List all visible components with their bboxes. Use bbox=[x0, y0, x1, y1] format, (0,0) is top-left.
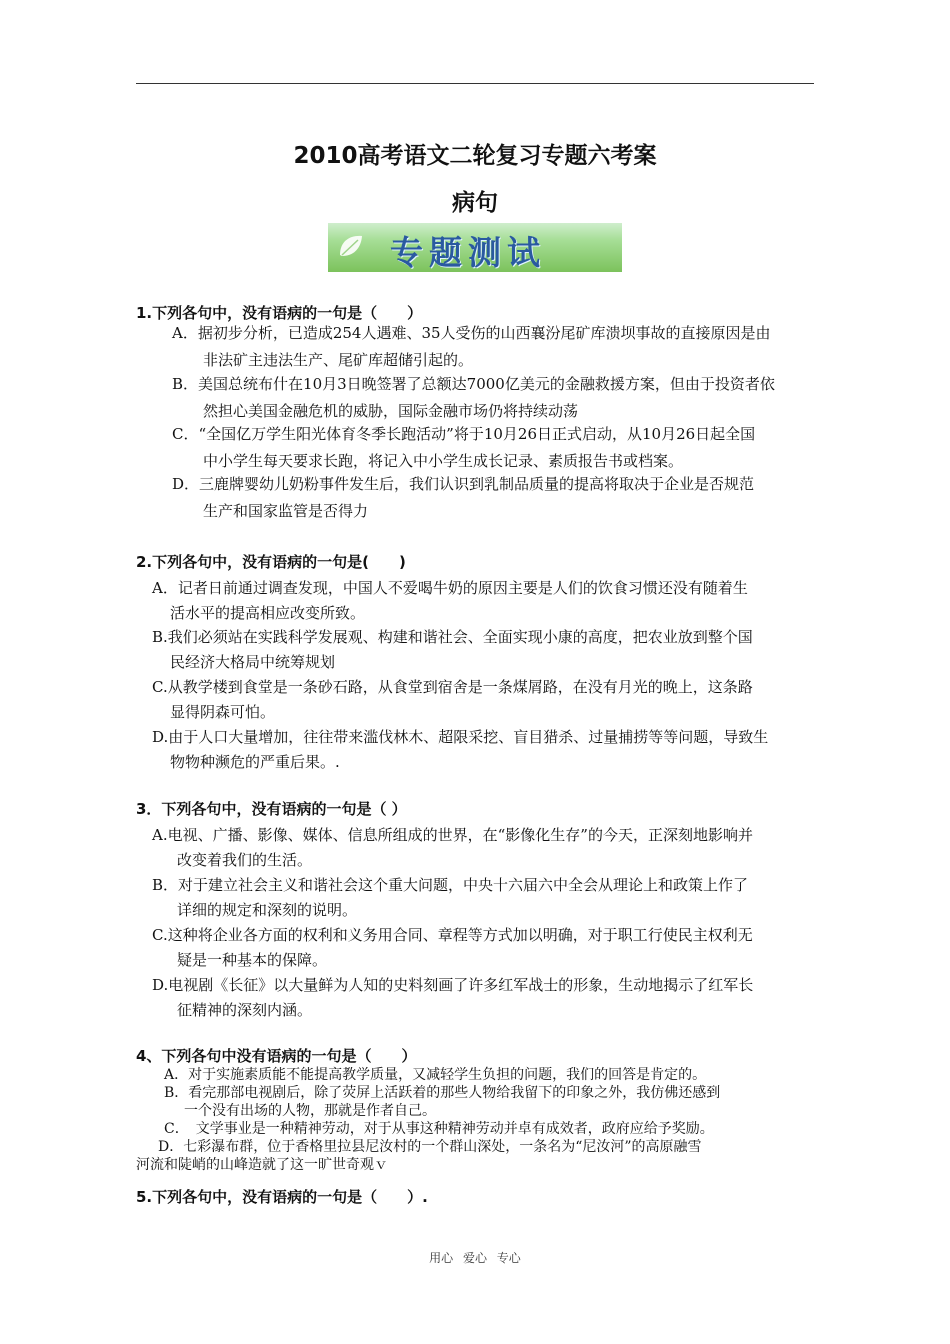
q3-option-d-line2: 征精神的深刻内涵。 bbox=[177, 1001, 313, 1019]
question-3-stem: 3．下列各句中，没有语病的一句是（ ） bbox=[136, 800, 407, 818]
q3-option-d-line1: D.电视剧《长征》以大量鲜为人知的史料刻画了许多红军战士的形象，生动地揭示了红军长 bbox=[152, 976, 754, 994]
q1-option-a-line2: 非法矿主违法生产、尾矿库超储引起的。 bbox=[203, 351, 474, 369]
header-rule bbox=[136, 83, 814, 84]
q1-option-d-line1: D．三鹿牌婴幼儿奶粉事件发生后，我们认识到乳制品质量的提高将取决于企业是否规范 bbox=[172, 475, 755, 493]
q1-option-b-line1: B．美国总统布什在10月3日晚签署了总额达7000亿美元的金融救援方案，但由于投资者依 bbox=[172, 375, 775, 393]
page-footer: 用心 爱心 专心 bbox=[429, 1251, 521, 1265]
q4-option-a-line1: A．对于实施素质能不能提高教学质量，又减轻学生负担的问题，我们的回答是肯定的。 bbox=[164, 1067, 707, 1083]
q2-option-c-line1: C.从教学楼到食堂是一条砂石路，从食堂到宿舍是一条煤屑路，在没有月光的晚上，这条路 bbox=[152, 678, 753, 696]
q1-option-d-line2: 生产和国家监管是否得力 bbox=[203, 502, 369, 520]
q3-option-a-line2: 改变着我们的生活。 bbox=[177, 851, 313, 869]
question-4-stem: 4、下列各句中没有语病的一句是（ ） bbox=[136, 1047, 417, 1065]
q2-option-d-line2: 物物种濒危的严重后果。. bbox=[170, 753, 340, 771]
q2-option-b-line1: B.我们必须站在实践科学发展观、构建和谐社会、全面实现小康的高度，把农业放到整个国 bbox=[152, 628, 753, 646]
q2-option-a-line2: 活水平的提高相应改变所致。 bbox=[170, 604, 366, 622]
q4-option-c-line1: C． 文学事业是一种精神劳动，对于从事这种精神劳动并卓有成效者，政府应给予奖励。 bbox=[164, 1121, 714, 1137]
question-2-stem: 2.下列各句中，没有语病的一句是( ) bbox=[136, 553, 406, 571]
q2-option-d-line1: D.由于人口大量增加，往往带来滥伐林木、超限采挖、盲目猎杀、过量捕捞等等问题，导致生 bbox=[152, 728, 769, 746]
q2-option-c-line2: 显得阴森可怕。 bbox=[170, 703, 276, 721]
q1-option-b-line2: 然担心美国金融危机的威胁，国际金融市场仍将持续动荡 bbox=[203, 402, 579, 420]
q3-option-c-line1: C.这种将企业各方面的权利和义务用合同、章程等方式加以明确，对于职工行使民主权利无 bbox=[152, 926, 753, 944]
q1-option-a-line1: A．据初步分析，已造成254人遇难、35人受伤的山西襄汾尾矿库溃坝事故的直接原因是由 bbox=[172, 324, 771, 342]
q4-option-b-line1: B．看完那部电视剧后，除了荧屏上活跃着的那些人物给我留下的印象之外，我仿佛还感到 bbox=[164, 1085, 721, 1101]
q1-option-c-line1: C．“全国亿万学生阳光体育冬季长跑活动”将于10月26日正式启动，从10月26日起全国 bbox=[172, 425, 756, 443]
q1-option-c-line2: 中小学生每天要求长跑，将记入中小学生成长记录、素质报告书或档案。 bbox=[203, 452, 684, 470]
q3-option-b-line1: B．对于建立社会主义和谐社会这个重大问题，中央十六届六中全会从理论上和政策上作了 bbox=[152, 876, 749, 894]
q4-option-b-line2: 一个没有出场的人物，那就是作者自己。 bbox=[184, 1103, 436, 1119]
banner-text: 专题测试 bbox=[390, 233, 546, 272]
q3-option-a-line1: A.电视、广播、影像、媒体、信息所组成的世界，在“影像化生存”的今天，正深刻地影响并 bbox=[152, 826, 753, 844]
q2-option-b-line2: 民经济大格局中统筹规划 bbox=[170, 653, 336, 671]
leaf-icon bbox=[336, 231, 366, 261]
q4-option-d-line2: 河流和陡峭的山峰造就了这一旷世奇观ｖ bbox=[136, 1157, 388, 1173]
document-subtitle: 病句 bbox=[452, 190, 498, 216]
topic-banner bbox=[328, 223, 622, 272]
q3-option-b-line2: 详细的规定和深刻的说明。 bbox=[177, 901, 358, 919]
question-1-stem: 1.下列各句中，没有语病的一句是（ ） bbox=[136, 304, 423, 322]
q3-option-c-line2: 疑是一种基本的保障。 bbox=[177, 951, 328, 969]
document-title: 2010高考语文二轮复习专题六考案 bbox=[293, 143, 657, 169]
q4-option-d-line1: D．七彩瀑布群，位于香格里拉县尼汝村的一个群山深处，一条名为“尼汝河”的高原融雪 bbox=[158, 1139, 702, 1155]
q2-option-a-line1: A．记者日前通过调查发现，中国人不爱喝牛奶的原因主要是人们的饮食习惯还没有随着生 bbox=[152, 579, 748, 597]
question-5-stem: 5.下列各句中，没有语病的一句是（ ）. bbox=[136, 1188, 428, 1206]
